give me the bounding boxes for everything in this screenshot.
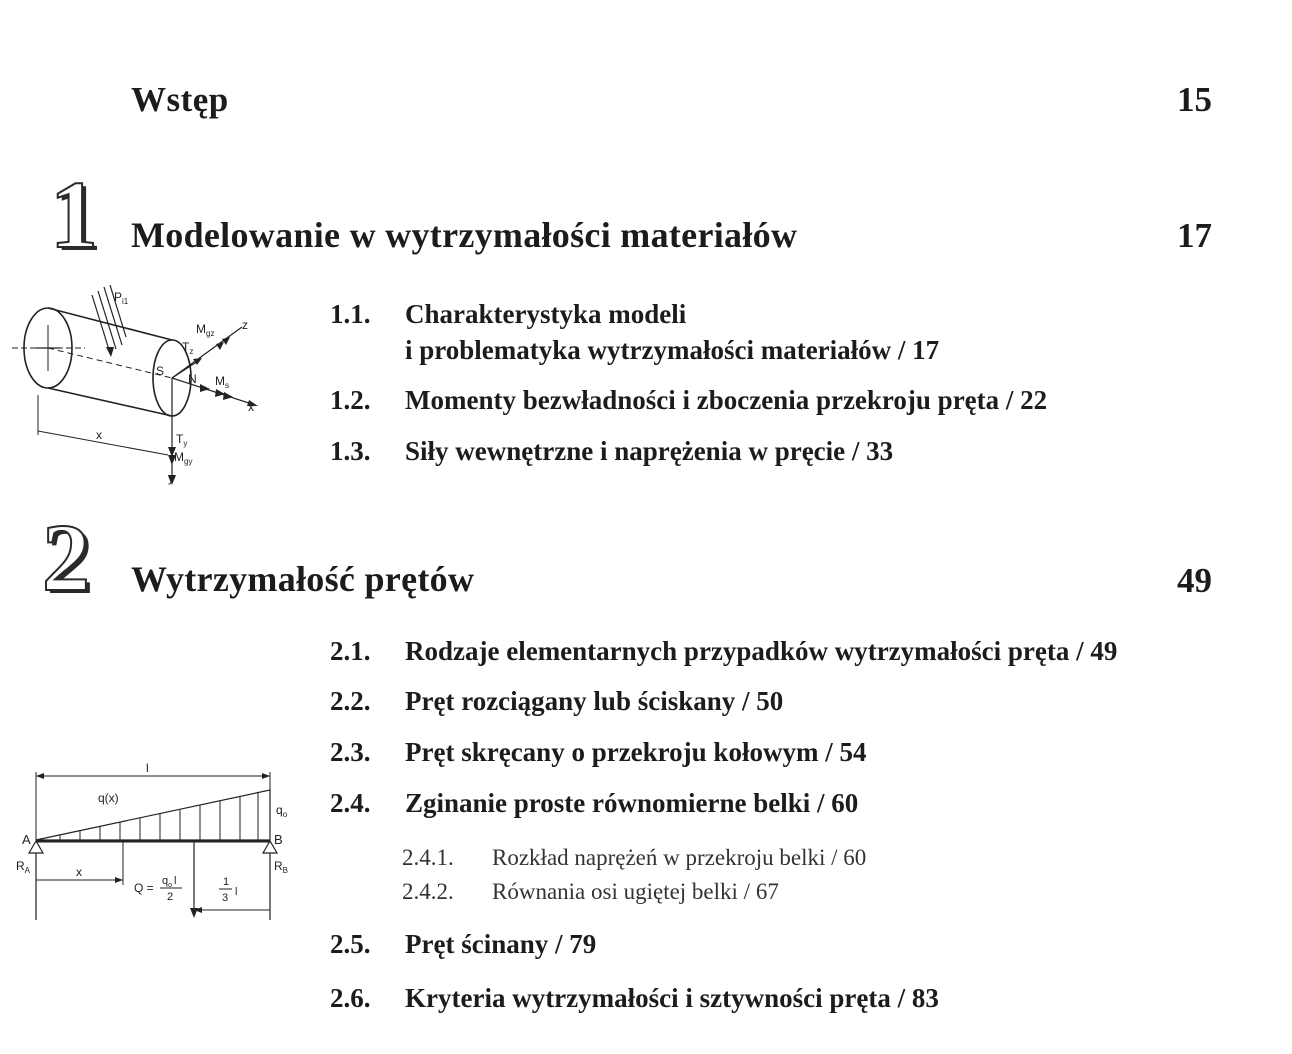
reaction-b-label: $R_B$ bbox=[274, 859, 289, 875]
third-l: l bbox=[235, 886, 238, 898]
toc-section-2-1[interactable] bbox=[330, 633, 1210, 669]
section-title: Zginanie proste równomierne belki / 60 bbox=[405, 788, 859, 818]
chapter-2-number: 2 bbox=[42, 504, 90, 611]
mgz-label: $M_{gz}$ bbox=[196, 322, 215, 338]
toc-subsection-2-4-2[interactable] bbox=[402, 874, 1102, 909]
section-title-line2: i problematyka wytrzymałości materiałów / 17 bbox=[405, 335, 940, 365]
chapter-1-title: Modelowanie w wytrzymałości materiałów bbox=[131, 215, 798, 255]
triangular-load bbox=[36, 790, 270, 840]
reaction-a-label: $R_A$ bbox=[16, 859, 31, 875]
chapter-1-number: 1 bbox=[50, 161, 98, 268]
x-axis-label: x bbox=[248, 400, 254, 414]
section-title-line1: Charakterystyka modeli bbox=[405, 299, 687, 329]
toc-subsection-2-4-1[interactable] bbox=[402, 840, 1102, 875]
section-title: Pręt ścinany / 79 bbox=[405, 929, 597, 959]
y-axis-label: y bbox=[168, 471, 174, 485]
dim-x-label: x bbox=[76, 865, 82, 879]
toc-section-2-2[interactable] bbox=[330, 683, 1210, 719]
section-number: 2.2. bbox=[330, 686, 371, 716]
section-number: 1.3. bbox=[330, 436, 371, 466]
section-number: 2.1. bbox=[330, 636, 371, 666]
ty-label: $T_y$ bbox=[176, 432, 188, 448]
section-title: Rodzaje elementarnych przypadków wytrzymałości pręta / 49 bbox=[405, 636, 1118, 666]
chapter-2-title: Wytrzymałość prętów bbox=[131, 559, 475, 599]
section-title: Pręt rozciągany lub ściskany / 50 bbox=[405, 686, 784, 716]
s-label: S bbox=[156, 364, 165, 378]
support-a-label: A bbox=[22, 832, 31, 847]
toc-section-1-1[interactable] bbox=[330, 296, 1180, 370]
section-number: 2.6. bbox=[330, 983, 371, 1013]
section-number: 2.4. bbox=[330, 788, 371, 818]
z-axis-label: z bbox=[242, 318, 248, 332]
subsection-title: Rozkład naprężeń w przekroju belki / 60 bbox=[492, 845, 867, 870]
toc-section-1-3[interactable] bbox=[330, 433, 1180, 469]
toc-section-2-3[interactable] bbox=[330, 734, 1210, 770]
toc-section-2-5[interactable] bbox=[330, 926, 1210, 962]
chapter-2-page-number: 49 bbox=[1177, 561, 1212, 600]
subsection-title: Równania osi ugiętej belki / 67 bbox=[492, 879, 779, 904]
intro-page-number: 15 bbox=[1177, 80, 1212, 119]
length-x-label: x bbox=[96, 428, 102, 442]
load-q0-label: $q_o$ bbox=[276, 803, 288, 819]
beam-internal-forces-figure bbox=[10, 285, 275, 490]
toc-section-2-6[interactable] bbox=[330, 980, 1210, 1016]
subsection-number: 2.4.2. bbox=[402, 879, 454, 904]
intro-title: Wstęp bbox=[131, 80, 229, 119]
section-number: 2.3. bbox=[330, 737, 371, 767]
n-label: N bbox=[188, 372, 197, 386]
section-title: Pręt skręcany o przekroju kołowym / 54 bbox=[405, 737, 867, 767]
load-qx-label: q(x) bbox=[98, 791, 119, 805]
ms-label: $M_s$ bbox=[215, 374, 229, 390]
toc-section-1-2[interactable] bbox=[330, 382, 1180, 418]
section-title: Siły wewnętrzne i naprężenia w pręcie / 33 bbox=[405, 436, 894, 466]
resultant-q-numerator: $q_o$ l bbox=[162, 875, 177, 889]
tz-label: $T_z$ bbox=[182, 340, 194, 356]
section-title: Momenty bezwładności i zboczenia przekroju pręta / 22 bbox=[405, 385, 1048, 415]
force-p-label: $P_{i1}$ bbox=[114, 290, 129, 306]
subsection-number: 2.4.1. bbox=[402, 845, 454, 870]
mgy-label: $M_{gy}$ bbox=[174, 450, 193, 466]
resultant-q-denominator: 2 bbox=[167, 891, 174, 903]
section-number: 1.2. bbox=[330, 385, 371, 415]
section-number: 1.1. bbox=[330, 299, 371, 329]
toc-section-2-4[interactable] bbox=[330, 785, 1210, 821]
chapter-1-page-number: 17 bbox=[1177, 216, 1212, 255]
third-numerator: 1 bbox=[223, 876, 230, 888]
length-l-label: l bbox=[146, 761, 149, 775]
support-b-label: B bbox=[274, 832, 283, 847]
beam-distributed-load-figure bbox=[10, 760, 300, 925]
third-denominator: 3 bbox=[222, 892, 229, 904]
section-title: Kryteria wytrzymałości i sztywności pręta / 83 bbox=[405, 983, 939, 1013]
section-number: 2.5. bbox=[330, 929, 371, 959]
resultant-q-label: Q = bbox=[134, 881, 154, 895]
